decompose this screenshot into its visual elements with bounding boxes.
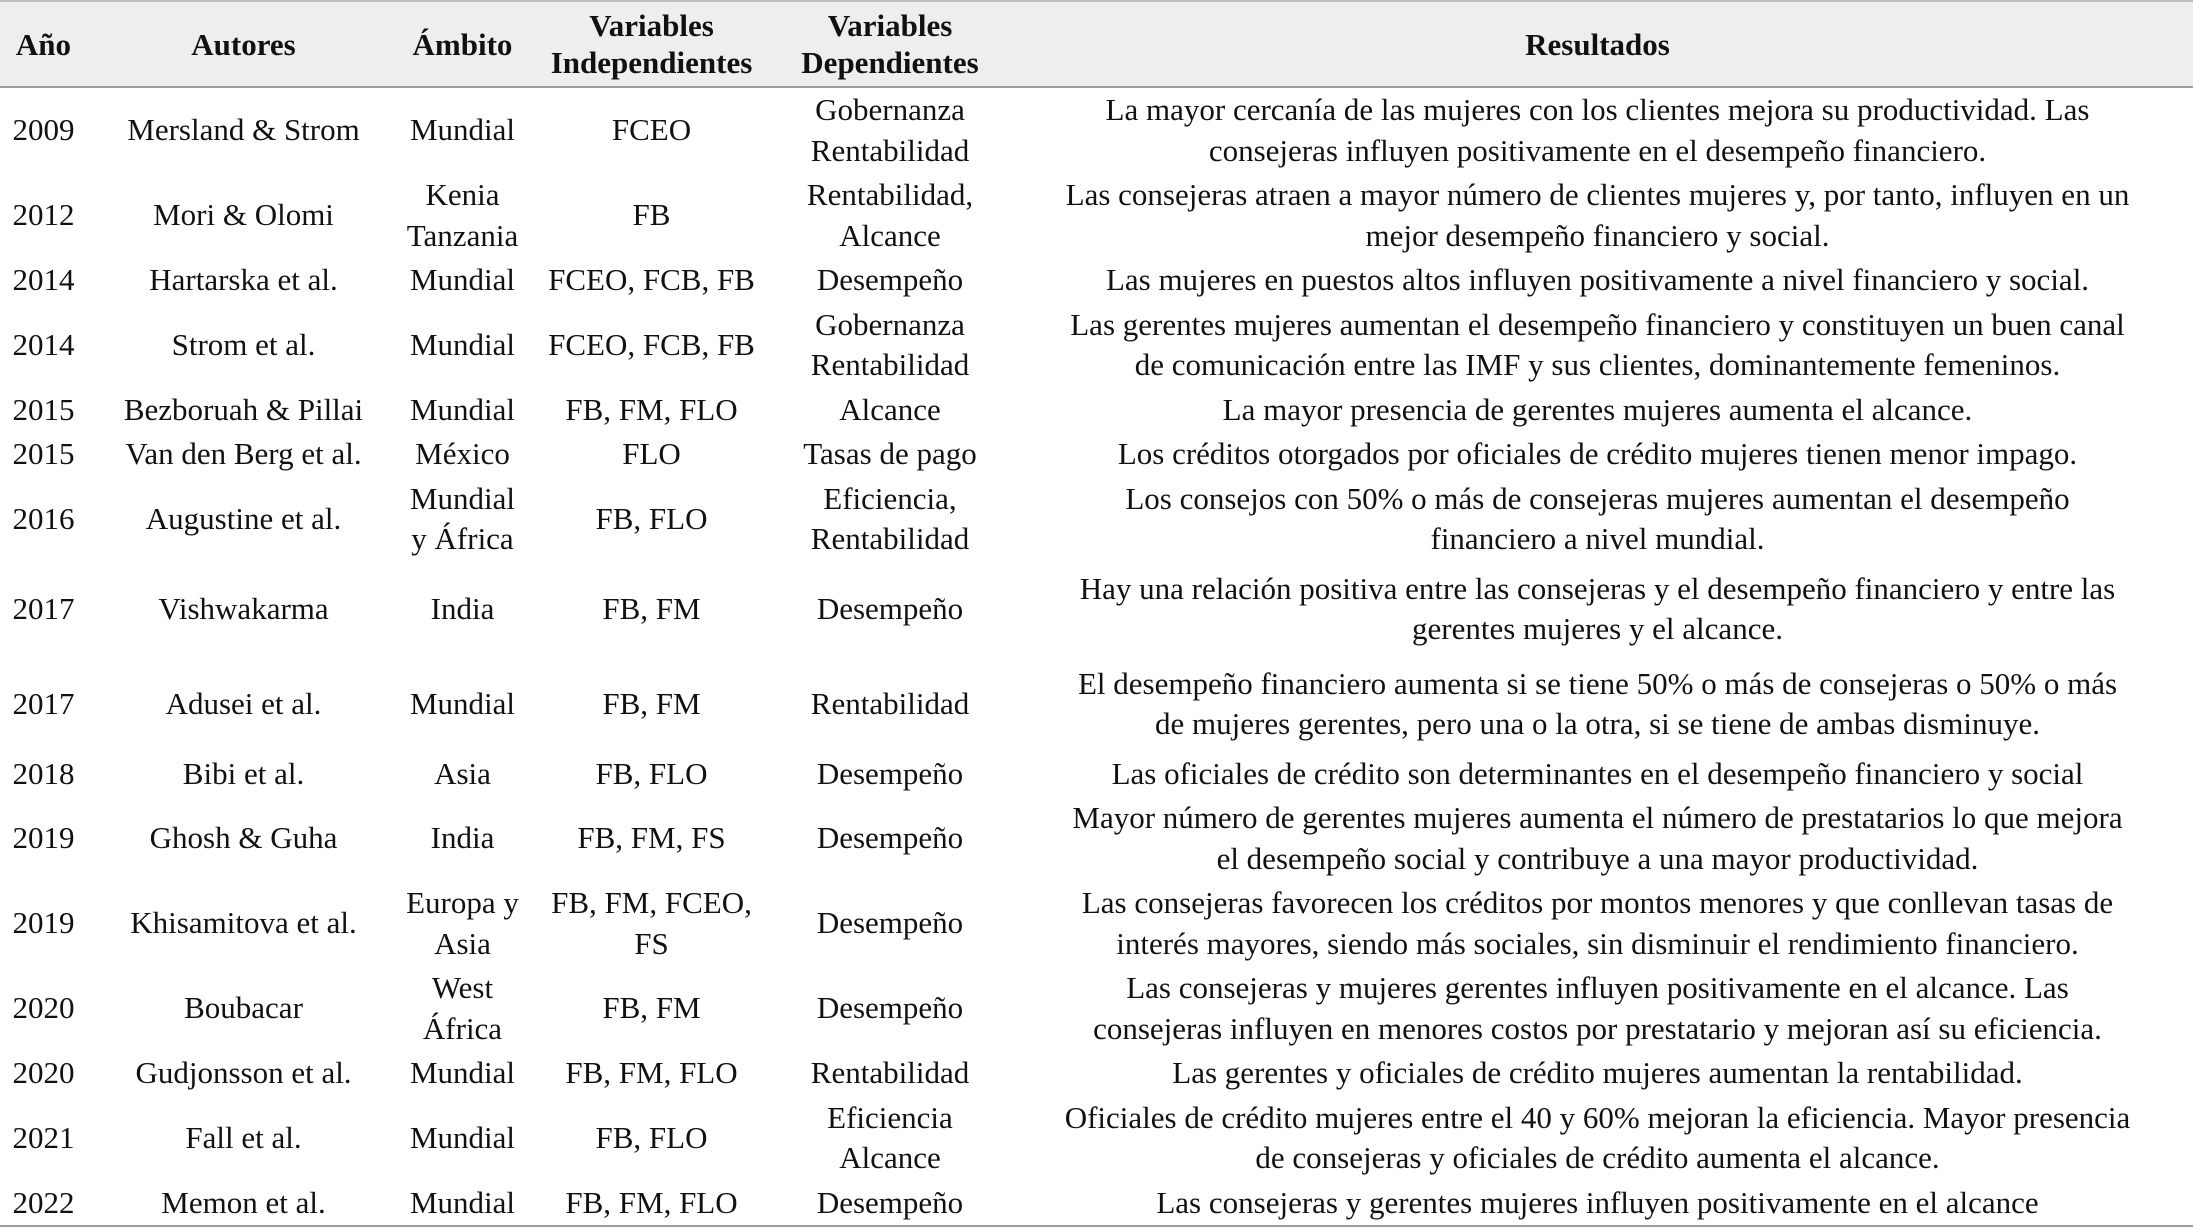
authors-cell: Vishwakarma (158, 590, 329, 626)
header-independent-variables: Variables Independientes (550, 8, 753, 80)
table-row (0, 1096, 2193, 1181)
authors-cell: Hartarska et al. (149, 262, 338, 297)
year-cell: 2015 (12, 391, 75, 427)
scope-cell: Kenia Tanzania (406, 177, 519, 253)
results-cell: Los consejos con 50% o más de consejeras mujeres aumentan el desempeño financiero a nivel mundial. (1125, 480, 2070, 556)
header-scope: Ámbito (412, 26, 513, 62)
independent-variables-cell: FCEO (611, 112, 692, 148)
authors-cell: Augustine et al. (145, 500, 342, 536)
results-cell: Las mujeres en puestos altos influyen positivamente a nivel financiero y social. (1105, 262, 2090, 297)
dependent-variables-cell: Eficiencia, Rentabilidad (810, 480, 970, 556)
year-cell: 2020 (12, 1055, 75, 1090)
authors-cell: Bibi et al. (182, 755, 305, 791)
results-cell: La mayor cercanía de las mujeres con los clientes mejora su productividad. Las consejeras influyen positivamente en el desempeño financiero. (1105, 92, 2090, 168)
dependent-variables-cell: Rentabilidad, Alcance (806, 177, 974, 253)
year-cell: 2017 (12, 685, 75, 721)
dependent-variables-cell: Tasas de pago (803, 436, 977, 471)
results-cell: Las consejeras atraen a mayor número de clientes mujeres y, por tanto, influyen en un mejor desempeño financiero y social. (1065, 177, 2130, 253)
year-cell: 2021 (12, 1119, 75, 1155)
header-year: Año (15, 26, 72, 62)
dependent-variables-cell: Rentabilidad (810, 685, 970, 721)
year-cell: 2016 (12, 500, 75, 536)
table-header (0, 1, 2193, 87)
scope-cell: Mundial (409, 1184, 516, 1220)
table-row (0, 966, 2193, 1051)
table-row (0, 258, 2193, 303)
independent-variables-cell: FB, FLO (595, 500, 708, 536)
table-row (0, 173, 2193, 258)
independent-variables-cell: FLO (622, 436, 681, 471)
authors-cell: Ghosh & Guha (149, 820, 338, 856)
independent-variables-cell: FB, FM, FLO (565, 391, 738, 427)
authors-cell: Boubacar (184, 990, 303, 1026)
header-row (0, 1, 2193, 87)
dependent-variables-cell: Desempeño (816, 1184, 964, 1220)
results-cell: Hay una relación positiva entre las consejeras y el desempeño financiero y entre las gerentes mujeres y el alcance. (1079, 570, 2116, 646)
authors-cell: Fall et al. (185, 1119, 302, 1155)
scope-cell: Mundial (409, 112, 516, 148)
independent-variables-cell: FB, FLO (595, 755, 708, 791)
results-cell: El desempeño financiero aumenta si se tiene 50% o más de consejeras o 50% o más de mujeres gerentes, pero una o la otra, si se tiene de ambas disminuye. (1077, 665, 2118, 741)
independent-variables-cell: FB, FM, FCEO, FS (551, 885, 752, 961)
table-row (0, 657, 2193, 752)
independent-variables-cell: FB, FM, FLO (565, 1184, 738, 1220)
table-row (0, 1051, 2193, 1096)
results-cell: Las gerentes y oficiales de crédito mujeres aumentan la rentabilidad. (1172, 1055, 2023, 1090)
independent-variables-cell: FB, FM (602, 990, 701, 1026)
authors-cell: Mori & Olomi (153, 197, 334, 233)
year-cell: 2017 (12, 590, 75, 626)
scope-cell: Mundial (409, 391, 516, 427)
authors-cell: Van den Berg et al. (125, 436, 362, 471)
independent-variables-cell: FB, FLO (595, 1119, 708, 1155)
dependent-variables-cell: Desempeño (816, 820, 964, 856)
dependent-variables-cell: Desempeño (816, 905, 964, 941)
header-dependent-variables: Variables Dependientes (801, 8, 979, 80)
dependent-variables-cell: Rentabilidad (810, 1055, 970, 1090)
authors-cell: Gudjonsson et al. (135, 1055, 352, 1090)
table-row (0, 562, 2193, 657)
dependent-variables-cell: Desempeño (816, 755, 964, 791)
year-cell: 2015 (12, 436, 75, 471)
scope-cell: México (415, 436, 510, 471)
scope-cell: Mundial (409, 1119, 516, 1155)
dependent-variables-cell: Eficiencia Alcance (827, 1099, 953, 1175)
authors-cell: Memon et al. (161, 1184, 326, 1220)
authors-cell: Strom et al. (171, 326, 316, 362)
dependent-variables-cell: Desempeño (816, 590, 964, 626)
results-cell: Las consejeras y gerentes mujeres influyen positivamente en el alcance (1156, 1184, 2039, 1220)
independent-variables-cell: FB, FM (602, 685, 701, 721)
scope-cell: Mundial (409, 262, 516, 297)
table-row (0, 1181, 2193, 1227)
results-cell: Las consejeras favorecen los créditos por montos menores y que conllevan tasas de interés mayores, siendo más sociales, sin disminuir el rendimiento financiero. (1081, 885, 2114, 961)
results-cell: Los créditos otorgados por oficiales de crédito mujeres tienen menor impago. (1117, 436, 2078, 471)
table-row (0, 752, 2193, 797)
scope-cell: Mundial (409, 326, 516, 362)
results-cell: Las gerentes mujeres aumentan el desempeño financiero y constituyen un buen canal de comunicación entre las IMF y sus clientes, dominantemente femeninos. (1070, 306, 2125, 382)
year-cell: 2018 (12, 755, 75, 791)
scope-cell: Mundial (409, 685, 516, 721)
scope-cell: India (430, 590, 495, 626)
year-cell: 2014 (12, 326, 75, 362)
dependent-variables-cell: Alcance (839, 391, 941, 427)
scope-cell: Asia (434, 755, 491, 791)
header-authors: Autores (191, 26, 296, 62)
authors-cell: Adusei et al. (165, 685, 322, 721)
results-cell: Las consejeras y mujeres gerentes influyen positivamente en el alcance. Las consejeras influyen en menores costos por prestatario y mejoran así su eficiencia. (1093, 970, 2102, 1046)
independent-variables-cell: FB (632, 197, 671, 233)
table-row (0, 881, 2193, 966)
table-row (0, 303, 2193, 388)
dependent-variables-cell: Desempeño (816, 990, 964, 1026)
header-results: Resultados (1525, 26, 1670, 62)
dependent-variables-cell: Gobernanza Rentabilidad (810, 92, 970, 168)
authors-cell: Bezboruah & Pillai (123, 391, 364, 427)
independent-variables-cell: FCEO, FCB, FB (548, 326, 755, 362)
results-cell: Oficiales de crédito mujeres entre el 40 y 60% mejoran la eficiencia. Mayor presencia de consejeras y oficiales de crédito aumenta el alcance. (1064, 1099, 2131, 1175)
independent-variables-cell: FB, FM, FLO (565, 1055, 738, 1090)
independent-variables-cell: FCEO, FCB, FB (548, 262, 755, 297)
dependent-variables-cell: Gobernanza Rentabilidad (810, 306, 970, 382)
results-cell: La mayor presencia de gerentes mujeres aumenta el alcance. (1222, 391, 1973, 427)
scope-cell: India (430, 820, 495, 856)
scope-cell: Europa y Asia (406, 885, 519, 961)
table-row (0, 432, 2193, 477)
scope-cell: Mundial y África (409, 480, 516, 556)
year-cell: 2022 (12, 1184, 75, 1220)
independent-variables-cell: FB, FM (602, 590, 701, 626)
table-body (0, 87, 2193, 1226)
table-row (0, 477, 2193, 562)
year-cell: 2019 (12, 905, 75, 941)
authors-cell: Khisamitova et al. (130, 905, 357, 941)
year-cell: 2014 (12, 262, 75, 297)
scope-cell: West África (422, 970, 503, 1046)
dependent-variables-cell: Desempeño (816, 262, 964, 297)
year-cell: 2009 (12, 112, 75, 148)
table-row (0, 388, 2193, 433)
results-cell: Las oficiales de crédito son determinantes en el desempeño financiero y social (1111, 755, 2084, 791)
results-cell: Mayor número de gerentes mujeres aumenta el número de prestatarios lo que mejora el desempeño social y contribuye a una mayor productividad. (1072, 800, 2123, 876)
year-cell: 2012 (12, 197, 75, 233)
table-row (0, 796, 2193, 881)
independent-variables-cell: FB, FM, FS (577, 820, 726, 856)
scope-cell: Mundial (409, 1055, 516, 1090)
year-cell: 2020 (12, 990, 75, 1026)
table-row (0, 87, 2193, 173)
authors-cell: Mersland & Strom (127, 112, 360, 148)
year-cell: 2019 (12, 820, 75, 856)
